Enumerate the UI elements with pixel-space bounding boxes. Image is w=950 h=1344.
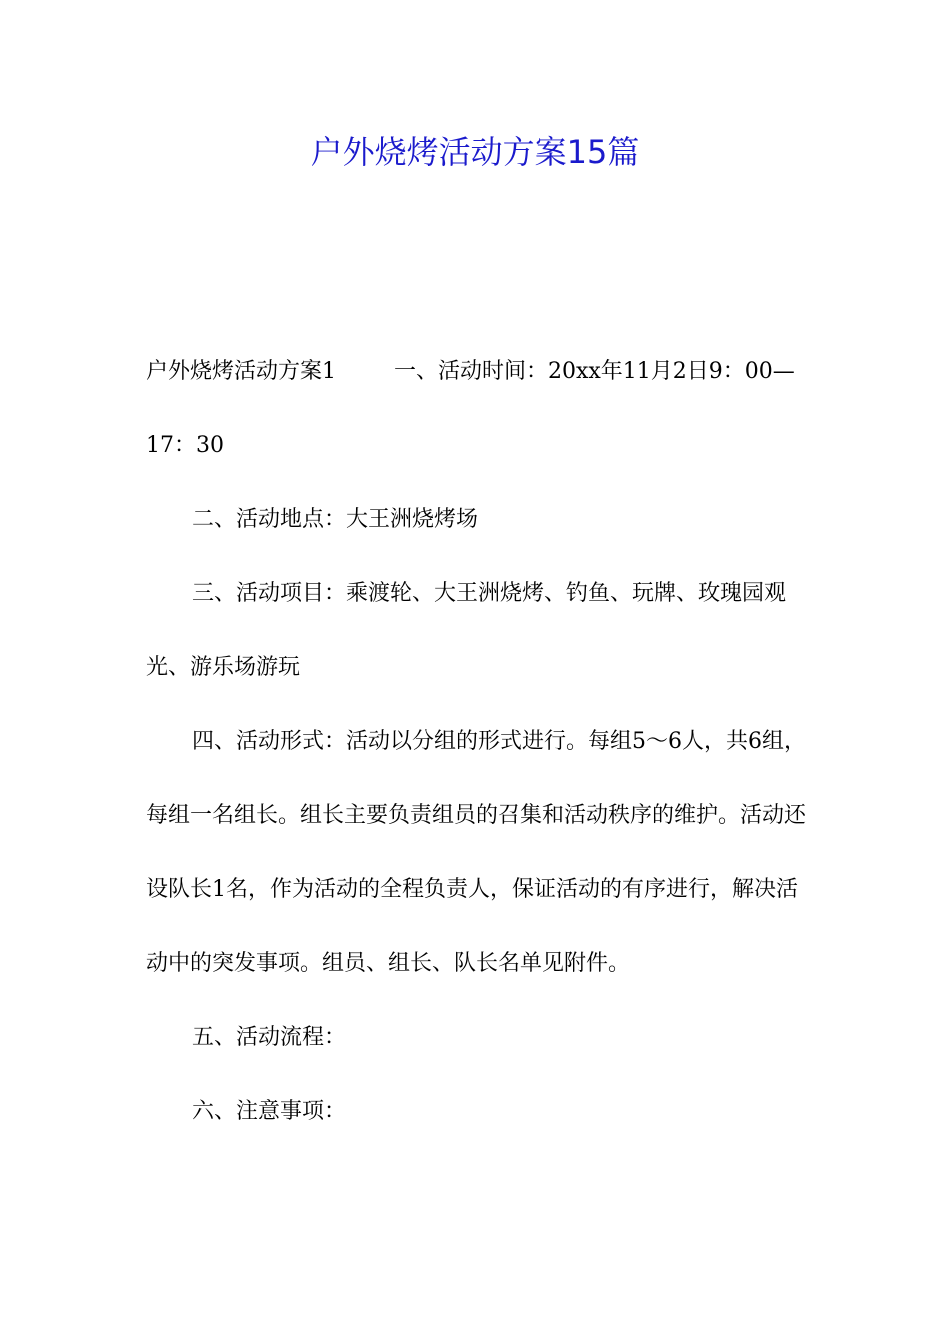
paragraph-5: 五、活动流程： [192,1025,347,1050]
paragraph-text: 一、活动时间：20xx年11月2日9：00—17：30 [146,359,795,458]
paragraph-3: 三、活动项目：乘渡轮、大王洲烧烤、钓鱼、玩牌、玫瑰园观光、游乐场游玩 [146,581,787,680]
document-body [146,335,806,1149]
document-title: 户外烧烤活动方案15篇 [310,133,640,171]
paragraph-1 [146,335,806,483]
paragraph-2: 二、活动地点：大王洲烧烤场 [192,507,479,532]
paragraph-6: 六、注意事项： [192,1099,347,1124]
paragraph-4: 四、活动形式：活动以分组的形式进行。每组5～6人，共6组，每组一名组长。组长主要负责组员的召集和活动秩序的维护。活动还设队长1名，作为活动的全程负责人，保证活动的有序进行，解决活动中的突发事项。组员、组长、队长名单见附件。 [146,729,807,976]
section-heading: 户外烧烤活动方案1 [146,359,336,384]
